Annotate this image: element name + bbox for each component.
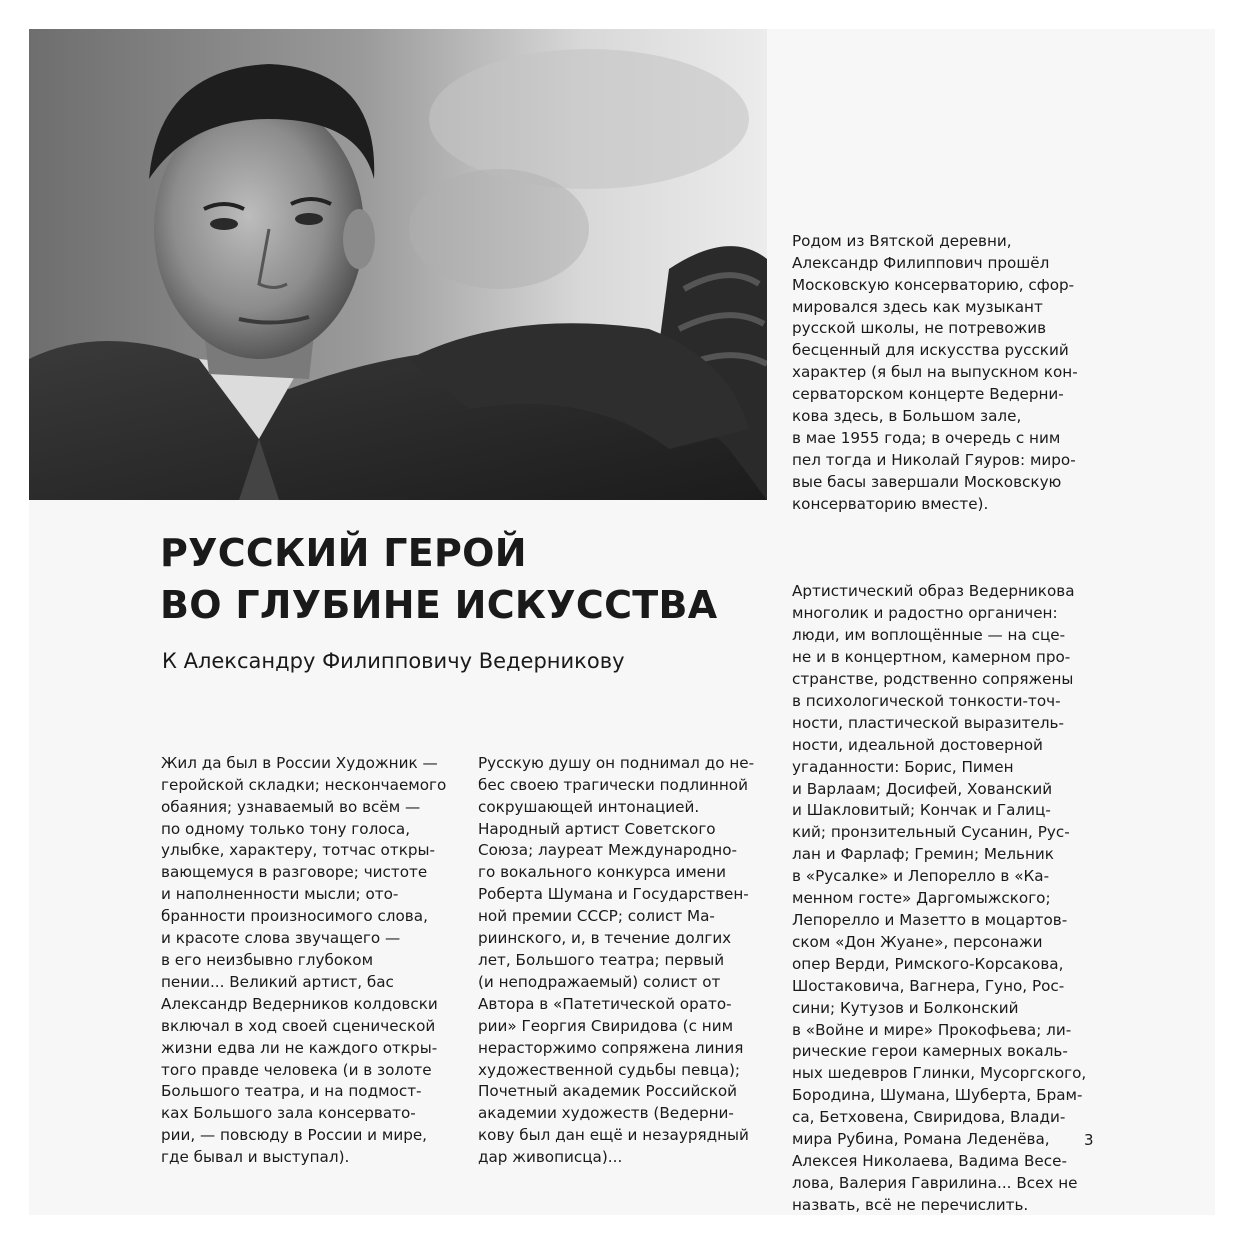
page [29,29,1215,1215]
text-column-3 [792,187,1086,1215]
article-title [160,527,717,631]
title-line-1: РУССКИЙ ГЕРОЙ [160,531,527,575]
column-1-text: Жил да был в России Художник — геройской складки; нескончаемого обаяния; узнаваемый во всём — по одному только тону голоса, улыбке, характеру, тотчас откры- вающемуся в разговоре; чистоте и наполненности мысли; ото- бранности произносимого слова, и красоте слова звучащего — в его неизбывно глубоком пении... Великий артист, бас Александр Ведерников колдовски включал в ход своей сценической жизни едва ли не каждого откры- того правде человека (и в золоте Большого театра, и на подмост- ках Большого зала консервато- рии, — повсюду в России и мире, где бывал и выступал). [161,753,447,1167]
text-column-2 [478,709,754,1213]
page-number: 3 [1084,1131,1094,1149]
title-line-2: ВО ГЛУБИНЕ ИСКУССТВА [160,583,718,627]
portrait-photo-icon [29,29,767,500]
text-column-1 [161,709,446,1213]
portrait-photo [29,29,767,500]
column-3-paragraph-2: Артистический образ Ведерникова многолик и радостно органичен: люди, им воплощённые — на сце- не и в концертном, камерном про- странстве, родственно сопряжены в психологической тонкости-точ- ности, пластической выразитель- ности, идеальной достоверной угаданности: Борис, Пимен и Варлаам; Досифей, Хованский и Шакловитый; Кончак и Галиц- кий; пронзительный Сусанин, Рус- лан и Фарлаф; Гремин; Мельник в «Русалке» и Лепорелло в «Ка- менном госте» Даргомыжского; Лепорелло и Мазетто в моцартов- ском «Дон Жуане», персонажи опер Верди, Римского-Корсакова, Шостаковича, Вагнера, Гуно, Рос- сини; Кутузов и Болконский в «Войне и мире» Прокофьева; ли- рические герои камерных вокаль- ных шедевров Глинки, Мусоргского, Бородина, Шумана, Шуберта, Брам- са, Бетховена, Свиридова, Влади- мира Рубина, Романа Леденёва, Алексея Николаева, Вадима Весе- лова, Валерия Гаврилина... Всех не назвать, всё не перечислить. [792,582,1087,1214]
article-subtitle: К Александру Филипповичу Ведерникову [162,649,625,673]
column-2-text: Русскую душу он поднимал до не- бес своею трагически подлинной сокрушающей интонацией. Народный артист Советского Союза; лауреат Международно- го вокального конкурса имени Роберта Шумана и Государствен- ной премии СССР; солист Ма- риинского, и, в течение долгих лет, Большого театра; первый (и неподражаемый) солист от Автора в «Патетической орато- рии» Георгия Свиридова (с ним нерасторжимо сопряжена линия художественной судьбы певца); Почетный академик Российской академии художеств (Ведерни- кову был дан ещё и незаурядный дар живописца)... [478,753,755,1167]
column-3-paragraph-1: Родом из Вятской деревни, Александр Филиппович прошёл Московскую консерваторию, сфор- мировался здесь как музыкант русской школы, не потревожив бесценный для искусства русский характер (я был на выпускном кон- серваторском концерте Ведерни- кова здесь, в Большом зале, в мае 1955 года; в очередь с ним пел тогда и Николай Гяуров: миро- вые басы завершали Московскую консерваторию вместе). [792,231,1078,513]
